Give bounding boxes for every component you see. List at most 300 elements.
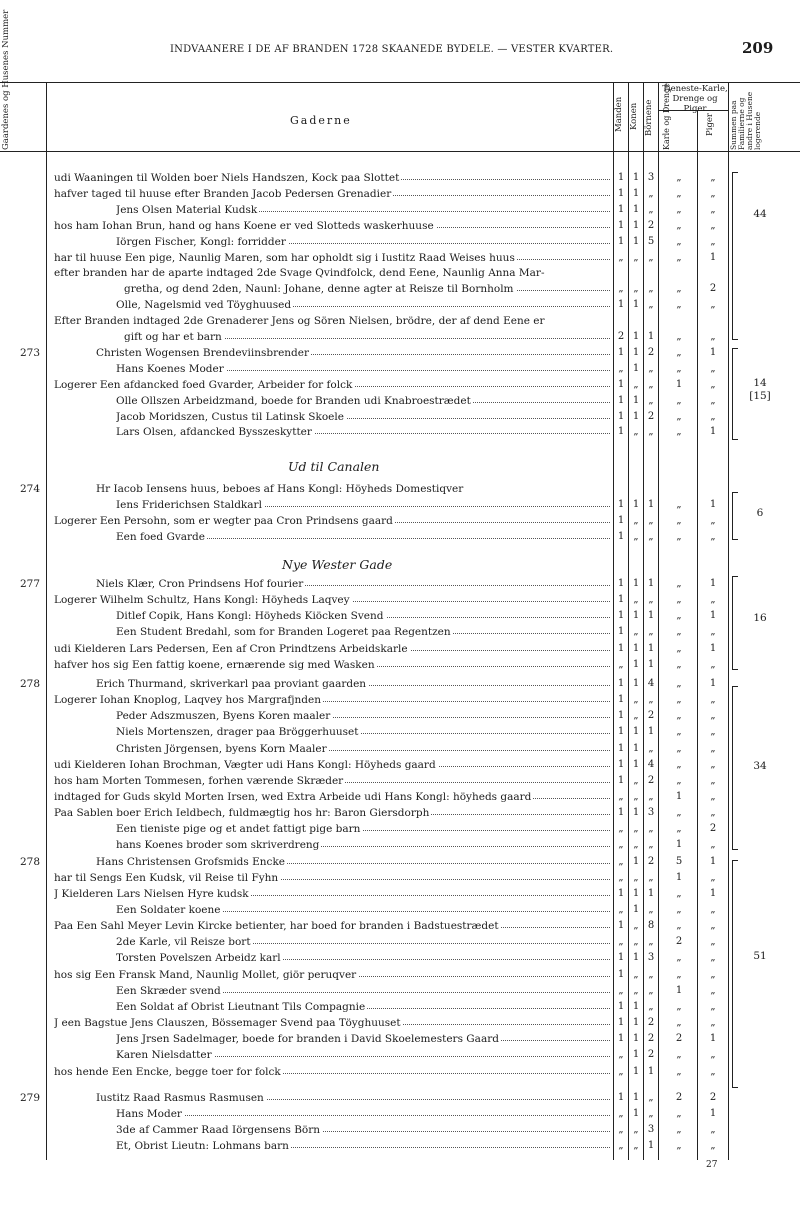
- row-text: Hans Moder: [116, 1107, 182, 1120]
- count-p: 1: [709, 346, 717, 358]
- row-text: Efter Branden indtaged 2de Grenaderer Jens og Sören Nielsen, brödre, der af dend Eene er: [54, 315, 545, 328]
- row-text: hos ham Morten Tommesen, forhen værende Skræder: [54, 774, 344, 787]
- count-p: „: [710, 203, 716, 215]
- row-number: 279: [19, 1091, 41, 1104]
- row-text-cell: [116, 610, 610, 622]
- row-text-cell: [116, 626, 610, 638]
- row-text: hos sig Een Fransk Mand, Naunlig Mollet, giör peruqver: [54, 968, 357, 981]
- table-row: [0, 283, 800, 299]
- count-p: „: [710, 936, 716, 948]
- count-kd: „: [676, 594, 682, 606]
- count-b: „: [648, 790, 654, 802]
- count-kd: „: [676, 626, 682, 638]
- count-b: 4: [647, 677, 655, 689]
- row-text-cell: [116, 1140, 610, 1152]
- table-row: [0, 483, 800, 499]
- count-k: „: [633, 968, 639, 980]
- count-m: „: [618, 1107, 624, 1119]
- count-b: 1: [647, 642, 655, 654]
- row-text-cell: [54, 267, 610, 279]
- count-p: „: [710, 1000, 716, 1012]
- table-row: [0, 1124, 800, 1140]
- count-k: 1: [632, 904, 640, 915]
- row-text: Logerer Wilhelm Schultz, Hans Kongl: Höyheds Laqvey: [54, 594, 350, 607]
- row-text: 3de af Cammer Raad Iörgensens Börn: [116, 1123, 321, 1136]
- row-text: Niels Klær, Cron Prindsens Hof fourier: [96, 578, 304, 590]
- table-row: [0, 363, 800, 379]
- count-k: „: [633, 283, 639, 295]
- row-text: Peder Adszmuszen, Byens Koren maaler: [116, 710, 331, 723]
- table-row: [0, 331, 800, 347]
- row-text-cell: [116, 426, 610, 438]
- row-text-cell: [116, 411, 610, 423]
- table-row: [0, 1066, 800, 1082]
- count-b: „: [648, 626, 654, 638]
- row-text-cell: [116, 499, 610, 511]
- count-b: „: [648, 378, 654, 390]
- count-b: 2: [647, 855, 655, 867]
- count-k: 1: [632, 1065, 640, 1077]
- count-m: 1: [617, 426, 625, 438]
- count-p: „: [710, 362, 716, 374]
- count-m: „: [618, 1140, 624, 1152]
- table-row: [0, 985, 800, 1001]
- table-row: [0, 839, 800, 855]
- table-row: [0, 267, 800, 283]
- row-text: Paa Sablen boer Erich Ieldbech, fuldmægtig hos hr: Baron Giersdorph: [54, 807, 430, 820]
- row-text-cell: [54, 188, 610, 200]
- row-text-cell: [54, 775, 610, 787]
- col-header-number: Gaardenes og Husenes Nummer: [1, 9, 11, 150]
- row-text-cell: [54, 1017, 610, 1029]
- count-b: 3: [647, 1123, 655, 1135]
- count-b: 2: [647, 1017, 655, 1029]
- row-number: 277: [19, 578, 41, 590]
- table-row: [0, 743, 800, 759]
- count-p: „: [710, 839, 716, 851]
- row-text: efter branden har de aparte indtaged 2de Svage Qvindfolck, dend Eene, Naunlig Anna Mar-: [54, 267, 545, 280]
- row-text-cell: [96, 678, 610, 690]
- count-m: „: [618, 1049, 624, 1061]
- row-text-cell: [116, 839, 610, 851]
- table-row: [0, 678, 800, 694]
- count-b: „: [648, 362, 654, 374]
- table-row: [0, 856, 800, 872]
- count-k: 1: [632, 299, 640, 311]
- count-k: 1: [632, 642, 640, 654]
- count-p: „: [710, 410, 716, 422]
- table-row: [0, 610, 800, 626]
- count-m: 1: [617, 610, 625, 622]
- count-k: 1: [632, 855, 640, 867]
- row-text-cell: [54, 594, 610, 606]
- count-kd: 1: [675, 790, 683, 802]
- count-b: 3: [647, 807, 655, 819]
- count-m: 1: [617, 346, 625, 358]
- count-m: „: [618, 790, 624, 802]
- count-p: „: [710, 710, 716, 722]
- count-m: „: [618, 936, 624, 948]
- row-text-cell: [116, 904, 610, 916]
- row-text: Iustitz Raad Rasmus Rasmusen: [96, 1091, 264, 1104]
- count-p: 2: [709, 1091, 717, 1103]
- count-p: 1: [709, 1107, 717, 1119]
- count-b: 1: [647, 331, 655, 342]
- table-row: [0, 904, 800, 920]
- count-k: 1: [632, 1049, 640, 1061]
- count-p: „: [710, 968, 716, 980]
- count-p: „: [710, 1140, 716, 1152]
- col-header-manden: Manden: [614, 96, 624, 132]
- table-row: [0, 299, 800, 315]
- count-b: „: [648, 251, 654, 263]
- count-b: „: [648, 839, 654, 851]
- count-kd: „: [676, 187, 682, 199]
- table-row: [0, 710, 800, 726]
- count-b: 3: [647, 172, 655, 183]
- count-k: 1: [632, 1091, 640, 1103]
- row-text-cell: [54, 252, 610, 264]
- row-text-cell: [116, 204, 610, 216]
- count-m: 1: [617, 394, 625, 406]
- row-text-cell: [54, 515, 610, 527]
- count-kd: „: [676, 774, 682, 786]
- count-m: 2: [617, 331, 625, 342]
- row-text: Iens Friderichsen Staldkarl: [116, 499, 262, 511]
- count-b: 1: [647, 658, 655, 670]
- count-k: „: [633, 531, 639, 542]
- count-m: 1: [617, 626, 625, 638]
- table-row: [0, 411, 800, 427]
- row-text: udi Waaningen til Wolden boer Niels Handszen, Kock paa Slottet: [54, 172, 400, 184]
- count-p: „: [710, 904, 716, 915]
- count-k: 1: [632, 1017, 640, 1029]
- table-row: [0, 888, 800, 904]
- count-m: „: [618, 823, 624, 835]
- count-p: „: [710, 920, 716, 932]
- count-k: „: [633, 626, 639, 638]
- row-text: hos ham Iohan Brun, hand og hans Koene er ved Slotteds waskerhuuse: [54, 219, 434, 232]
- count-b: 2: [647, 774, 655, 786]
- count-m: 1: [617, 299, 625, 311]
- count-kd: „: [676, 515, 682, 526]
- table-row: [0, 531, 800, 547]
- count-b: 2: [647, 346, 655, 358]
- col-header-piger: Piger: [705, 113, 715, 136]
- count-k: 1: [632, 658, 640, 670]
- row-text: Jens Jrsen Sadelmager, boede for branden i David Skoelemesters Gaard: [116, 1033, 499, 1046]
- row-text: Niels Mortenszen, drager paa Bröggerhuuset: [116, 726, 359, 739]
- row-text: Logerer Een Persohn, som er wegter paa Cron Prindsens gaard: [54, 515, 393, 527]
- count-k: 1: [632, 219, 640, 231]
- count-k: 1: [632, 758, 640, 770]
- row-text-cell: [54, 379, 610, 391]
- count-k: „: [633, 1140, 639, 1152]
- count-m: 1: [617, 920, 625, 932]
- row-text-cell: [54, 888, 610, 900]
- count-b: 1: [647, 726, 655, 738]
- count-kd: „: [676, 531, 682, 542]
- count-m: „: [618, 1065, 624, 1077]
- count-kd: 2: [675, 1033, 683, 1045]
- count-k: „: [633, 515, 639, 526]
- count-m: 1: [617, 968, 625, 980]
- table-row: [0, 578, 800, 594]
- count-m: 1: [617, 410, 625, 422]
- count-m: „: [618, 839, 624, 851]
- count-b: 2: [647, 1049, 655, 1061]
- table-row: [0, 1033, 800, 1049]
- row-text-cell: [116, 363, 610, 375]
- row-text-cell: [96, 483, 610, 495]
- count-p: 1: [709, 1033, 717, 1045]
- count-m: 1: [617, 499, 625, 510]
- count-k: „: [633, 984, 639, 996]
- section-title: Ud til Canalen: [288, 459, 380, 474]
- count-k: „: [633, 710, 639, 722]
- count-p: „: [710, 1049, 716, 1061]
- count-kd: „: [676, 1140, 682, 1152]
- count-b: „: [648, 823, 654, 835]
- footer-signature-mark: 27: [706, 1160, 718, 1170]
- count-k: 1: [632, 952, 640, 964]
- count-b: 1: [647, 499, 655, 510]
- count-m: 1: [617, 807, 625, 819]
- row-text: hafver hos sig Een fattig koene, ernærende sig med Wasken: [54, 658, 375, 671]
- count-p: „: [710, 1123, 716, 1135]
- row-text-cell: [54, 172, 610, 184]
- table-row: [0, 952, 800, 968]
- count-m: 1: [617, 742, 625, 754]
- table-row: [0, 872, 800, 888]
- count-b: 2: [647, 1033, 655, 1045]
- count-b: 5: [647, 235, 655, 247]
- row-text: Paa Een Sahl Meyer Levin Kircke betienter, har boed for branden i Badstuestrædet: [54, 920, 499, 933]
- row-text: Een foed Gvarde: [116, 531, 205, 543]
- row-text-cell: [116, 531, 610, 543]
- count-k: 1: [632, 807, 640, 819]
- count-k: 1: [632, 578, 640, 589]
- count-k: 1: [632, 610, 640, 622]
- group-brace: [732, 860, 738, 1088]
- row-text-cell: [116, 743, 610, 755]
- count-p: „: [710, 394, 716, 406]
- count-m: 1: [617, 726, 625, 738]
- table-row: [0, 1092, 800, 1108]
- count-b: 2: [647, 219, 655, 231]
- count-k: „: [633, 694, 639, 706]
- count-b: 1: [647, 887, 655, 899]
- count-p: „: [710, 531, 716, 542]
- count-k: „: [633, 426, 639, 438]
- row-text: hafver taged til huuse efter Branden Jacob Pedersen Grenadier: [54, 187, 392, 200]
- count-p: 2: [709, 823, 717, 835]
- col-header-karle: Karle og Drenge: [662, 83, 671, 150]
- count-p: „: [710, 871, 716, 883]
- count-kd: „: [676, 952, 682, 964]
- count-k: 1: [632, 172, 640, 183]
- row-text: Een Soldat af Obrist Lieutnant Tils Compagnie: [116, 1000, 366, 1013]
- table-row: [0, 1108, 800, 1124]
- count-m: „: [618, 283, 624, 295]
- row-number: 278: [19, 677, 41, 690]
- table-row: [0, 220, 800, 236]
- table-row: [0, 1140, 800, 1156]
- row-text: Hr Iacob Iensens huus, beboes af Hans Kongl: Höyheds Domestiqver: [96, 483, 464, 495]
- table-row: [0, 1017, 800, 1033]
- group-total: [15]: [749, 390, 771, 402]
- row-text-cell: [54, 807, 610, 819]
- group-brace: [732, 348, 738, 440]
- row-text: J een Bagstue Jens Clauszen, Bössemager Svend paa Töyghuuset: [54, 1017, 401, 1030]
- count-k: „: [633, 251, 639, 263]
- row-text-cell: [54, 872, 610, 884]
- count-k: „: [633, 790, 639, 802]
- count-b: 3: [647, 952, 655, 964]
- count-m: „: [618, 1123, 624, 1135]
- count-p: „: [710, 952, 716, 964]
- count-p: „: [710, 742, 716, 754]
- count-kd: „: [676, 1107, 682, 1119]
- count-kd: „: [676, 968, 682, 980]
- row-text: Hans Christensen Grofsmids Encke: [96, 855, 286, 868]
- group-total: 34: [753, 760, 767, 772]
- row-text: Een Skræder svend: [116, 984, 221, 997]
- count-p: 1: [709, 677, 717, 689]
- count-kd: „: [676, 742, 682, 754]
- count-k: 1: [632, 187, 640, 199]
- row-text: Een Soldater koene: [116, 904, 221, 916]
- row-text: Christen Wogensen Brendeviinsbrender: [96, 346, 310, 359]
- row-text-cell: [116, 710, 610, 722]
- count-b: „: [648, 594, 654, 606]
- count-kd: „: [676, 1000, 682, 1012]
- row-text-cell: [116, 1108, 610, 1120]
- col-header-streets: Gaderne: [290, 114, 352, 127]
- group-brace: [732, 576, 738, 670]
- page-number: 209: [742, 39, 774, 57]
- count-k: 1: [632, 1033, 640, 1045]
- section-title: Nye Wester Gade: [282, 557, 393, 572]
- count-kd: „: [676, 499, 682, 510]
- count-kd: „: [676, 758, 682, 770]
- count-b: „: [648, 936, 654, 948]
- group-total: 14: [753, 377, 767, 389]
- count-m: „: [618, 871, 624, 883]
- count-kd: 2: [675, 936, 683, 948]
- row-text: gretha, og dend 2den, Naunl: Johane, denne agter at Reisze til Bornholm: [124, 283, 514, 296]
- count-kd: „: [676, 299, 682, 311]
- count-kd: „: [676, 172, 682, 183]
- table-row: [0, 775, 800, 791]
- row-number: 274: [19, 483, 41, 495]
- count-b: „: [648, 742, 654, 754]
- row-text-cell: [54, 315, 610, 327]
- row-text: gift og har et barn: [124, 331, 222, 343]
- count-b: „: [648, 531, 654, 542]
- count-kd: „: [676, 219, 682, 231]
- count-k: 1: [632, 235, 640, 247]
- count-kd: „: [676, 807, 682, 819]
- count-b: 2: [647, 410, 655, 422]
- count-kd: „: [676, 710, 682, 722]
- row-text: Logerer Iohan Knoplog, Laqvey hos Margrafjnden: [54, 694, 321, 707]
- count-p: 1: [709, 499, 717, 510]
- count-k: „: [633, 1123, 639, 1135]
- table-row: [0, 204, 800, 220]
- table-row: [0, 1049, 800, 1065]
- row-text-cell: [54, 220, 610, 232]
- row-text-cell: [116, 726, 610, 738]
- table-row: [0, 172, 800, 188]
- count-kd: 1: [675, 378, 683, 390]
- count-p: „: [710, 984, 716, 996]
- count-b: 1: [647, 578, 655, 589]
- col-header-bornene: Börnene: [644, 99, 654, 136]
- count-b: „: [648, 1000, 654, 1012]
- table-row: [0, 1001, 800, 1017]
- table-row: [0, 499, 800, 515]
- row-text-cell: [54, 659, 610, 671]
- count-k: 1: [632, 677, 640, 689]
- count-p: 1: [709, 578, 717, 589]
- table-row: [0, 315, 800, 331]
- row-text: Jens Olsen Material Kudsk: [116, 203, 258, 216]
- count-kd: „: [676, 394, 682, 406]
- count-kd: „: [676, 1017, 682, 1029]
- count-kd: „: [676, 203, 682, 215]
- count-m: 1: [617, 172, 625, 183]
- count-p: „: [710, 219, 716, 231]
- row-text-cell: [116, 299, 610, 311]
- count-k: 1: [632, 1000, 640, 1012]
- count-m: 1: [617, 694, 625, 706]
- table-row: [0, 236, 800, 252]
- row-text-cell: [54, 643, 610, 655]
- count-p: „: [710, 807, 716, 819]
- count-p: „: [710, 299, 716, 311]
- count-b: „: [648, 694, 654, 706]
- count-kd: „: [676, 887, 682, 899]
- count-kd: „: [676, 904, 682, 915]
- count-kd: „: [676, 331, 682, 342]
- table-row: [0, 726, 800, 742]
- row-number: 273: [19, 346, 41, 359]
- count-b: 1: [647, 1140, 655, 1152]
- row-text: har til huuse Een pige, Naunlig Maren, som har opholdt sig i Iustitz Raad Weises huus: [54, 251, 515, 264]
- row-text-cell: [116, 1124, 610, 1136]
- row-text-cell: [124, 283, 610, 295]
- count-kd: „: [676, 283, 682, 295]
- count-b: „: [648, 187, 654, 199]
- count-m: 1: [617, 378, 625, 390]
- count-kd: „: [676, 610, 682, 622]
- count-m: 1: [617, 642, 625, 654]
- row-text-cell: [96, 1092, 610, 1104]
- count-kd: „: [676, 410, 682, 422]
- row-text: Olle, Nagelsmid ved Töyghuused: [116, 299, 292, 312]
- count-k: 1: [632, 362, 640, 374]
- count-k: 1: [632, 203, 640, 215]
- table-row: [0, 594, 800, 610]
- table-row: [0, 659, 800, 675]
- count-p: 1: [709, 610, 717, 622]
- count-k: 1: [632, 1107, 640, 1119]
- row-text-cell: [54, 920, 610, 932]
- count-k: „: [633, 378, 639, 390]
- table-row: [0, 694, 800, 710]
- count-m: „: [618, 904, 624, 915]
